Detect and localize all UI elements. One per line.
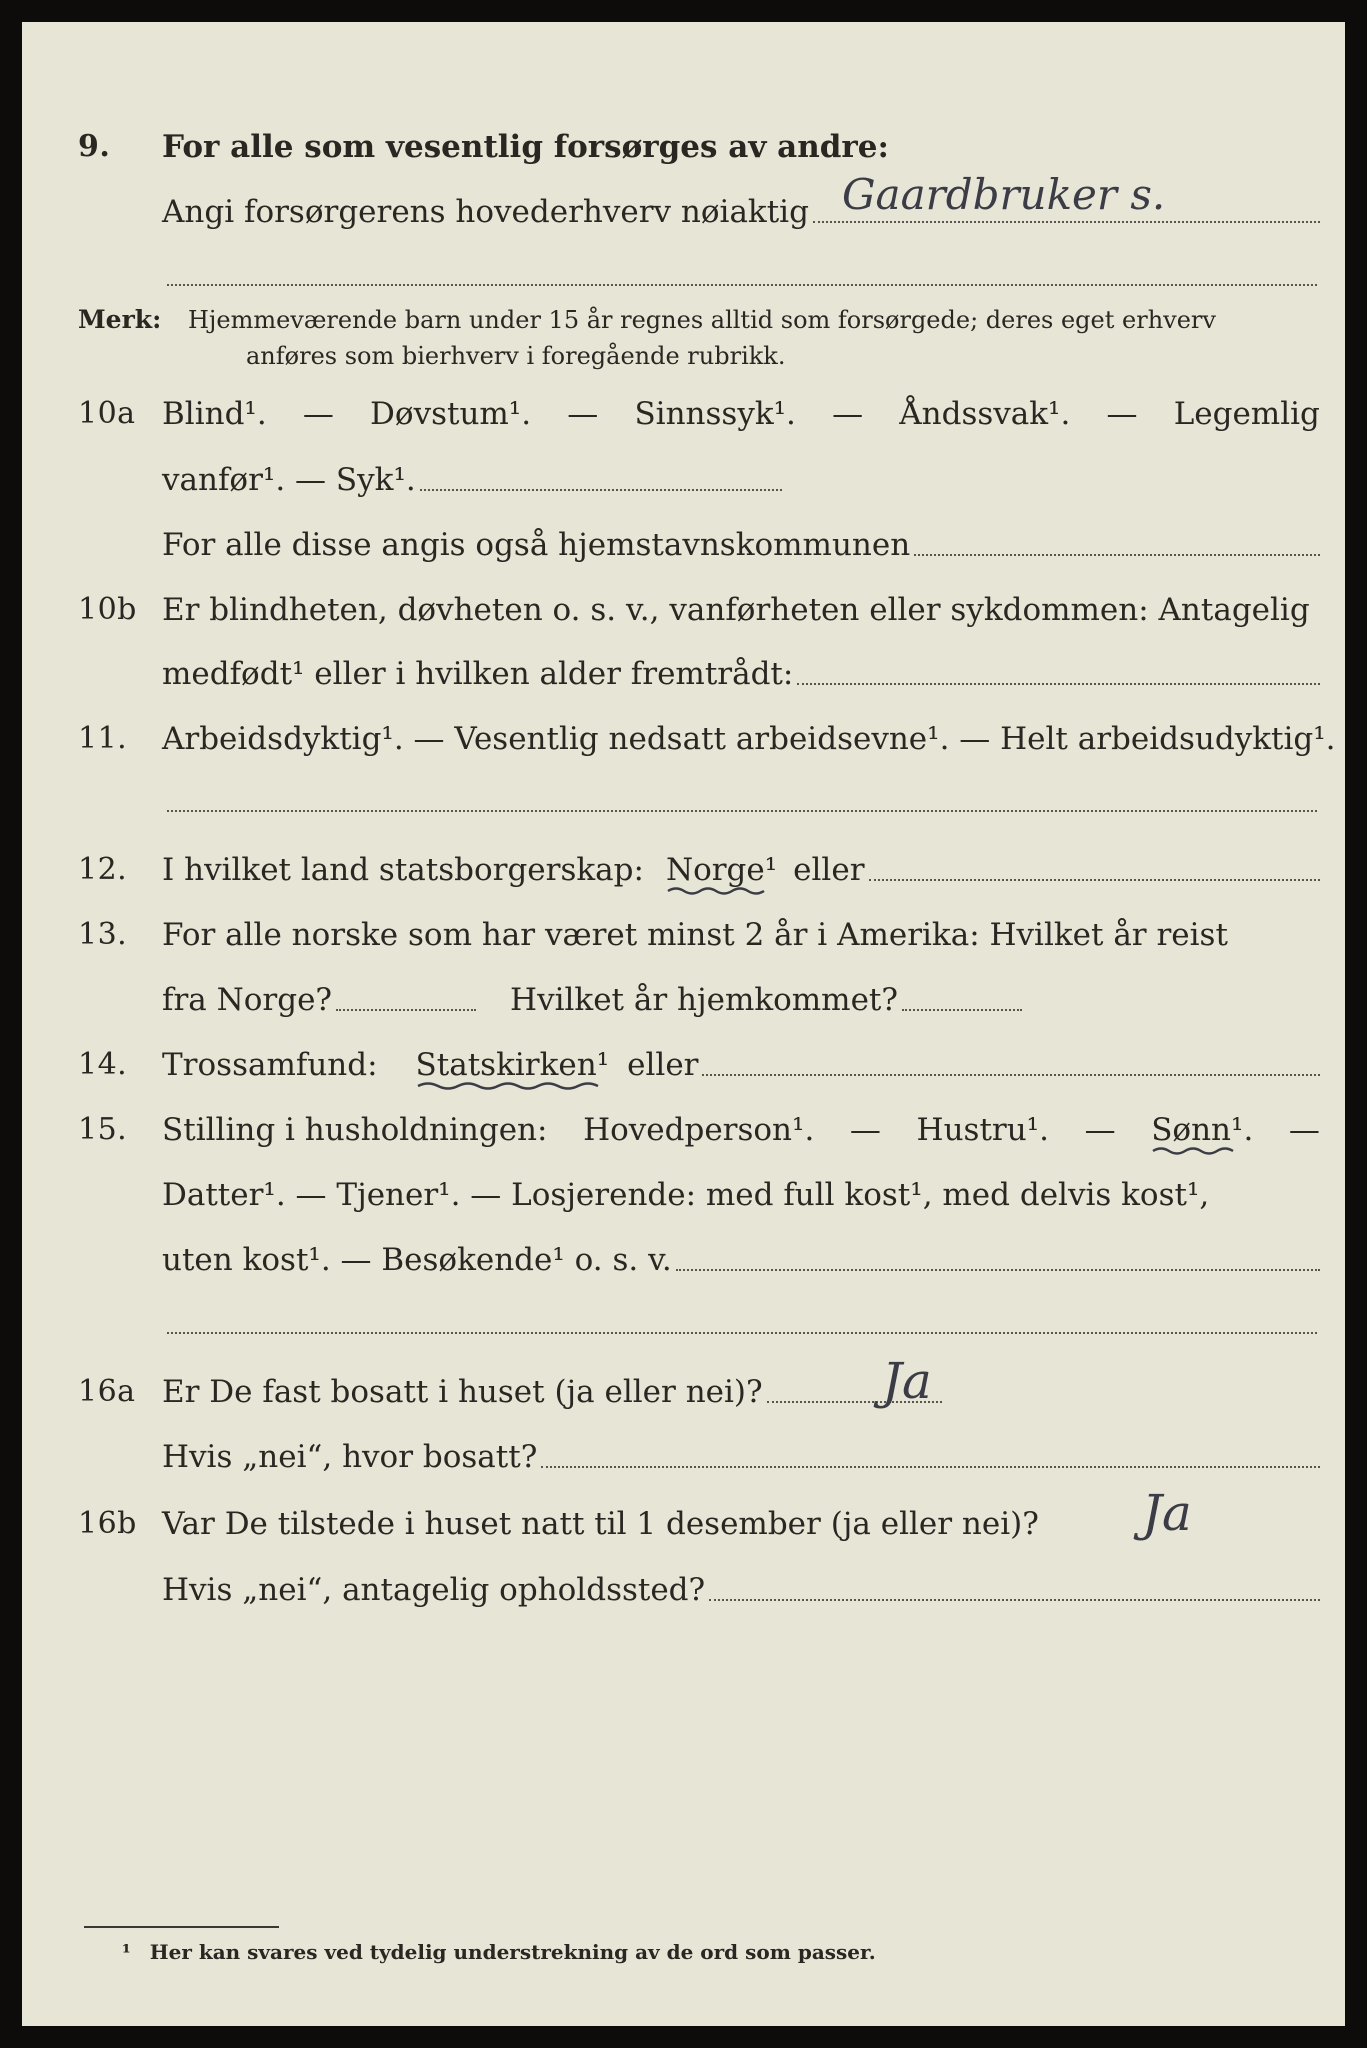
answer-line[interactable] (702, 1074, 1320, 1076)
option-norge-underlined[interactable] (666, 850, 777, 890)
option-statskirken: Statskirken¹ (415, 1047, 610, 1083)
question-10a-line2 (22, 460, 1345, 510)
answer-line[interactable] (420, 489, 782, 491)
question-number: 10b (78, 592, 137, 627)
question-15-prompt: Stilling i husholdningen: (162, 1112, 548, 1148)
answer-line-hjemkommet[interactable] (902, 1009, 1022, 1011)
question-10b-row2 (162, 654, 1320, 694)
question-10b-prompt: medfødt¹ eller i hvilken alder fremtrådt: (162, 656, 794, 692)
dash: — (567, 396, 599, 432)
option-hustru[interactable]: Hustru¹. (916, 1112, 1049, 1148)
question-number: 15. (78, 1112, 128, 1147)
footnote (122, 1940, 876, 1964)
question-11 (22, 719, 1345, 769)
question-13-text: For alle norske som har været minst 2 år i Amerika: Hvilket år reist (162, 917, 1228, 953)
question-16b-prompt: Hvis „nei“, antagelig opholdssted? (162, 1572, 706, 1608)
answer-line-extra[interactable] (167, 1332, 1317, 1334)
option-dovstum[interactable]: Døvstum¹. (370, 396, 532, 432)
question-16a-prompt: Hvis „nei“, hvor bosatt? (162, 1439, 538, 1475)
answer-line[interactable] (914, 554, 1320, 556)
question-11-options[interactable]: Arbeidsdyktig¹. — Vesentlig nedsatt arbeidsevne¹. — Helt arbeidsudyktig¹. (162, 721, 1336, 757)
question-number: 11. (78, 721, 128, 756)
handwritten-answer: Ja (1142, 1484, 1192, 1542)
handwritten-answer: Gaardbruker s. (842, 170, 1166, 219)
option-legemlig[interactable]: Legemlig (1173, 396, 1320, 432)
question-15-row1 (162, 1110, 1320, 1150)
question-15-line2 (22, 1175, 1345, 1225)
dash: — (832, 396, 864, 432)
question-15-line3 (22, 1240, 1345, 1290)
answer-line[interactable] (709, 1599, 1320, 1601)
census-form-page (22, 22, 1345, 2026)
question-14 (22, 1045, 1345, 1095)
option-sonn: Sønn¹. (1151, 1112, 1254, 1148)
answer-line[interactable] (541, 1466, 1320, 1468)
dash: — (1084, 1112, 1116, 1148)
answer-line-reist[interactable] (336, 1009, 476, 1011)
question-15 (22, 1110, 1345, 1160)
answer-line[interactable] (813, 221, 1320, 223)
option-vanfor-syk[interactable]: vanfør¹. — Syk¹. (162, 462, 416, 498)
question-number: 16b (78, 1506, 137, 1541)
note-line1: Hjemmeværende barn under 15 år regnes alltid som forsørgede; deres eget erhverv (188, 306, 1216, 334)
question-9-line1: For alle som vesentlig forsørges av andre: (162, 129, 889, 165)
handwritten-answer: Ja (882, 1352, 932, 1410)
note-line2: anføres som bierhverv i foregående rubrikk. (246, 342, 786, 370)
footnote-mark: ¹ (122, 1940, 131, 1964)
question-13-row1 (162, 915, 1320, 955)
underline-squiggle (1151, 1146, 1241, 1156)
dash: — (849, 1112, 881, 1148)
question-9-prompt: Angi forsørgerens hovederhverv nøiaktig (162, 194, 809, 230)
underline-squiggle (666, 886, 766, 896)
question-11-row (162, 719, 1336, 759)
question-12-row (162, 850, 1320, 890)
question-12 (22, 850, 1345, 900)
question-10a-row3 (162, 525, 1320, 565)
question-15-options-row2[interactable]: Datter¹. — Tjener¹. — Losjerende: med full kost¹, med delvis kost¹, (162, 1177, 1210, 1213)
option-norge: Norge¹ (665, 852, 778, 888)
option-sinnssyk[interactable]: Sinnssyk¹. (634, 396, 796, 432)
question-14-prompt: Trossamfund: (162, 1047, 378, 1083)
question-number: 16a (78, 1374, 136, 1409)
answer-line-extra[interactable] (167, 284, 1317, 286)
question-13 (22, 915, 1345, 965)
question-16a-text: Er De fast bosatt i huset (ja eller nei)? (162, 1374, 763, 1410)
question-10a-options (162, 394, 1320, 434)
question-10a-line3 (22, 525, 1345, 575)
answer-line[interactable] (869, 879, 1320, 881)
hjemstavn-prompt: For alle disse angis også hjemstavnskommunen (162, 527, 911, 563)
question-13-row2 (162, 980, 1022, 1020)
note-merk (78, 302, 1318, 382)
question-number: 14. (78, 1047, 128, 1082)
footnote-rule (84, 1926, 279, 1928)
answer-line-extra[interactable] (167, 810, 1317, 812)
question-number: 9. (78, 129, 111, 164)
option-andssvak[interactable]: Åndssvak¹. (899, 396, 1071, 432)
underline-squiggle (416, 1081, 606, 1091)
question-12-prompt: I hvilket land statsborgerskap: (162, 852, 644, 888)
dash: — (302, 396, 334, 432)
question-14-row (162, 1045, 1320, 1085)
question-16a-row2 (162, 1437, 1320, 1477)
question-10a-row2 (162, 460, 782, 500)
question-16a (22, 1352, 1345, 1422)
question-16b-row2 (162, 1570, 1320, 1610)
question-10b-text: Er blindheten, døvheten o. s. v., vanførheten eller sykdommen: Antagelig (162, 592, 1310, 628)
question-number: 10a (78, 396, 136, 431)
footnote-text: Her kan svares ved tydelig understrekning av de ord som passer. (149, 1940, 876, 1964)
question-15-row3 (162, 1240, 1320, 1280)
answer-line[interactable] (676, 1269, 1320, 1271)
question-10b-line2 (22, 654, 1345, 704)
question-text (162, 127, 1320, 167)
question-number: 13. (78, 917, 128, 952)
question-16a-line2 (22, 1437, 1345, 1487)
question-16a-row1 (162, 1372, 942, 1412)
question-10b (22, 590, 1345, 640)
option-statskirken-underlined[interactable] (416, 1045, 610, 1085)
option-blind[interactable]: Blind¹. (162, 396, 267, 432)
question-15-row2 (162, 1175, 1320, 1215)
dash: — (1106, 396, 1138, 432)
question-10b-row1 (162, 590, 1320, 630)
answer-line[interactable] (797, 683, 1320, 685)
question-13-left-prompt: fra Norge? (162, 982, 333, 1018)
option-hovedperson[interactable]: Hovedperson¹. (583, 1112, 815, 1148)
question-16b (22, 1484, 1345, 1554)
question-16b-line2 (22, 1570, 1345, 1620)
question-9-line2 (22, 170, 1345, 242)
dash: — (1288, 1112, 1320, 1148)
or-label: eller (793, 852, 865, 888)
note-label: Merk: (78, 305, 162, 334)
option-sonn-underlined[interactable] (1151, 1110, 1253, 1150)
question-13-right-prompt: Hvilket år hjemkommet? (510, 982, 899, 1018)
question-number: 12. (78, 852, 128, 887)
question-15-options-row3[interactable]: uten kost¹. — Besøkende¹ o. s. v. (162, 1242, 672, 1278)
question-10a (22, 394, 1345, 444)
question-16b-row1 (162, 1504, 1162, 1544)
or-label: eller (627, 1047, 699, 1083)
question-16b-text: Var De tilstede i huset natt til 1 desember (ja eller nei)? (162, 1506, 1039, 1542)
question-13-line2 (22, 980, 1345, 1030)
